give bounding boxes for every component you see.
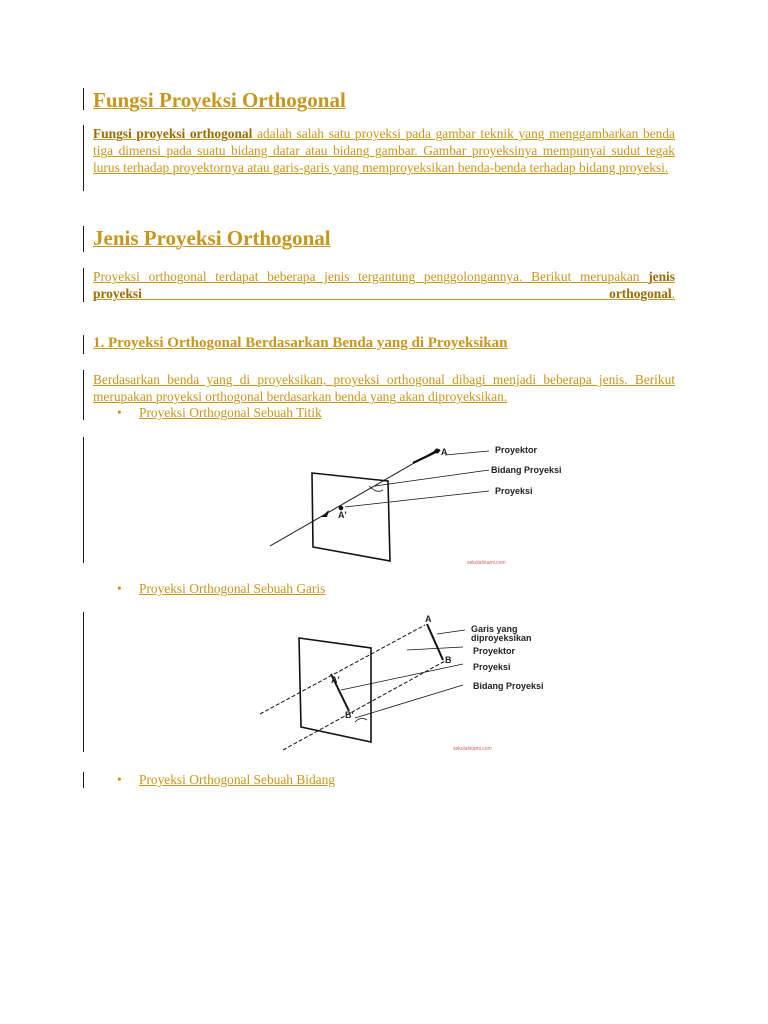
section-marker — [83, 772, 84, 788]
section-marker — [83, 125, 84, 191]
paragraph-berdasarkan: Berdasarkan benda yang di proyeksikan, proyeksi orthogonal dibagi menjadi beberapa jenis. Berikut merupakan proyeksi orthogonal berdasarkan benda yang akan diproyeksikan. — [93, 372, 675, 404]
point-label: A — [441, 447, 448, 457]
figure-label: Proyeksi — [495, 486, 533, 496]
section-marker — [83, 88, 84, 110]
section-title-fungsi: Fungsi Proyeksi Orthogonal — [93, 88, 346, 112]
figure-label: diproyeksikan — [471, 633, 532, 643]
point-label: A' — [338, 510, 347, 520]
figure-label: Bidang Proyeksi — [473, 681, 544, 691]
section-marker — [83, 612, 84, 752]
section-marker — [83, 437, 84, 563]
figure-projection-point — [255, 433, 575, 573]
bullet-icon: • — [117, 405, 122, 420]
watermark: sekolahkami.com — [453, 746, 492, 752]
figure-label: Proyektor — [495, 445, 538, 455]
paragraph-text: Proyeksi orthogonal terdapat beberapa jenis tergantung penggolongannya. Berikut merupakan — [93, 269, 649, 284]
point-label: A — [425, 614, 432, 624]
section-marker — [83, 335, 84, 354]
list-item — [117, 581, 325, 597]
list-item-label: Proyeksi Orthogonal Sebuah Titik — [139, 405, 322, 420]
paragraph-text: adalah salah satu proyeksi pada gambar teknik yang menggambarkan benda tiga dimensi pada suatu bidang datar atau bidang gambar. Gambar proyeksinya mempunyai sudut tegak lurus terhadap proyektornya atau garis-garis yang memproyeksikan benda-benda terhadap bidang proyeksi. — [93, 126, 675, 175]
bullet-icon: • — [117, 772, 122, 787]
paragraph-jenis — [93, 268, 675, 302]
section-marker — [83, 268, 84, 302]
paragraph-end: . — [671, 286, 675, 301]
list-item — [117, 772, 335, 788]
list-item-label: Proyeksi Orthogonal Sebuah Garis — [139, 581, 326, 596]
list-item — [117, 405, 322, 421]
figure-projection-line — [255, 610, 555, 760]
section-marker — [83, 370, 84, 420]
figure-label: Bidang Proyeksi — [491, 465, 562, 475]
point-label: B' — [345, 710, 354, 720]
section-marker — [83, 226, 84, 252]
watermark: sekolahkami.com — [467, 560, 506, 566]
bold-term: Fungsi proyeksi orthogonal — [93, 126, 253, 141]
list-item-label: Proyeksi Orthogonal Sebuah Bidang — [139, 772, 336, 787]
section-title-jenis: Jenis Proyeksi Orthogonal — [93, 226, 331, 250]
point-label: B — [445, 655, 452, 665]
bullet-icon: • — [117, 581, 122, 596]
figure-label: Proyektor — [473, 646, 516, 656]
link-jenis-proyeksi[interactable]: jenis proyeksi orthogonal — [93, 269, 675, 301]
figure-label: Garis yang — [471, 624, 518, 634]
point-label: A' — [331, 675, 340, 685]
subsection-title: 1. Proyeksi Orthogonal Berdasarkan Benda yang di Proyeksikan — [93, 335, 508, 351]
figure-label: Proyeksi — [473, 662, 511, 672]
paragraph-fungsi — [93, 125, 675, 176]
